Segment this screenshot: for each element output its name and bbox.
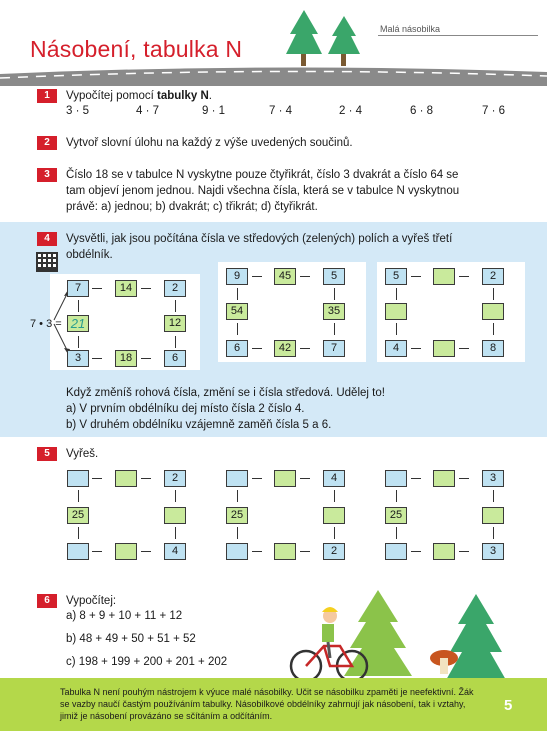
t5a-mr[interactable] <box>164 507 186 524</box>
connector <box>396 288 397 300</box>
task3-line: právě: a) jednou; b) dvakrát; c) třikrát; d) čtyřikrát. <box>66 201 318 213</box>
connector <box>78 490 79 502</box>
connector <box>252 276 262 277</box>
rect1-ml-handwritten: 21 <box>67 315 89 332</box>
rect3-tr: 2 <box>482 268 504 285</box>
connector <box>493 490 494 502</box>
connector <box>493 288 494 300</box>
expr: 4 · 7 <box>136 105 160 117</box>
expr: 3 · 5 <box>66 105 90 117</box>
t5b-tm[interactable] <box>274 470 296 487</box>
rect3-mr[interactable] <box>482 303 504 320</box>
task-number-5: 5 <box>37 447 57 461</box>
rect2-ml: 54 <box>226 303 248 320</box>
connector <box>141 478 151 479</box>
connector <box>92 551 102 552</box>
t5a-br: 4 <box>164 543 186 560</box>
rect3-ml[interactable] <box>385 303 407 320</box>
task4-after: b) V druhém obdélníku vzájemně zaměň čísla 5 a 6. <box>66 419 332 431</box>
connector <box>493 527 494 539</box>
rect2-bm: 42 <box>274 340 296 357</box>
connector <box>334 323 335 335</box>
rect2-tl: 9 <box>226 268 248 285</box>
side-label: 7 • 3 = <box>30 318 62 330</box>
connector <box>334 527 335 539</box>
t5b-tl[interactable] <box>226 470 248 487</box>
connector <box>175 336 176 348</box>
task1-text: Vypočítej pomocí tabulky N. <box>66 90 212 102</box>
connector <box>78 300 79 312</box>
connector <box>252 551 262 552</box>
rect2-bl: 6 <box>226 340 248 357</box>
connector <box>175 300 176 312</box>
t5b-br: 2 <box>323 543 345 560</box>
t5c-tr: 3 <box>482 470 504 487</box>
task-number-4: 4 <box>37 232 57 246</box>
rect3-tm[interactable] <box>433 268 455 285</box>
task4-line: Vysvětli, jak jsou počítána čísla ve středových (zelených) polích a vyřeš třetí <box>66 233 453 245</box>
rect1-br: 6 <box>164 350 186 367</box>
rect3-tl: 5 <box>385 268 407 285</box>
t5c-bm[interactable] <box>433 543 455 560</box>
task3-line: tam objeví jenom jednou. Najdi všechna čísla, která se v tabulce N vyskytnou <box>66 185 460 197</box>
connector <box>237 527 238 539</box>
t5b-tr: 4 <box>323 470 345 487</box>
t5a-bm[interactable] <box>115 543 137 560</box>
t5a-tm[interactable] <box>115 470 137 487</box>
task6-item: a) 8 + 9 + 10 + 11 + 12 <box>66 610 183 622</box>
t5a-ml: 25 <box>67 507 89 524</box>
page-number: 5 <box>504 697 513 714</box>
connector <box>175 490 176 502</box>
connector <box>411 551 421 552</box>
t5b-mr[interactable] <box>323 507 345 524</box>
rect3-bm[interactable] <box>433 340 455 357</box>
connector <box>334 288 335 300</box>
rect2-br: 7 <box>323 340 345 357</box>
rect1-mr: 12 <box>164 315 186 332</box>
task-number-1: 1 <box>37 89 57 103</box>
rect2-tr: 5 <box>323 268 345 285</box>
rect1-tr: 2 <box>164 280 186 297</box>
connector <box>459 551 469 552</box>
rect1-bl: 3 <box>67 350 89 367</box>
task2-text: Vytvoř slovní úlohu na každý z výše uvedených součinů. <box>66 137 353 149</box>
task-number-6: 6 <box>37 594 57 608</box>
connector <box>459 478 469 479</box>
connector <box>300 276 310 277</box>
task-number-3: 3 <box>37 168 57 182</box>
connector <box>237 288 238 300</box>
task3-line: Číslo 18 se v tabulce N vyskytne pouze čtyřikrát, číslo 3 dvakrát a číslo 64 se <box>66 169 459 181</box>
connector <box>92 478 102 479</box>
t5b-bl[interactable] <box>226 543 248 560</box>
grid-icon <box>36 252 58 272</box>
connector <box>334 490 335 502</box>
task-number-2: 2 <box>37 136 57 150</box>
expr: 7 · 6 <box>482 105 506 117</box>
connector <box>493 323 494 335</box>
connector <box>300 478 310 479</box>
t5a-tl[interactable] <box>67 470 89 487</box>
connector <box>237 490 238 502</box>
connector <box>141 358 151 359</box>
expr: 2 · 4 <box>339 105 363 117</box>
section-label: Malá násobilka <box>380 24 441 34</box>
t5c-tl[interactable] <box>385 470 407 487</box>
rect3-bl: 4 <box>385 340 407 357</box>
connector <box>175 527 176 539</box>
t5b-bm[interactable] <box>274 543 296 560</box>
road-illustration <box>0 64 547 86</box>
connector <box>92 358 102 359</box>
connector <box>252 348 262 349</box>
connector <box>78 527 79 539</box>
task4-after: a) V prvním obdélníku dej místo čísla 2 číslo 4. <box>66 403 305 415</box>
t5c-ml: 25 <box>385 507 407 524</box>
connector <box>459 348 469 349</box>
task6-item: b) 48 + 49 + 50 + 51 + 52 <box>66 633 196 645</box>
t5c-mr[interactable] <box>482 507 504 524</box>
rect3-br: 8 <box>482 340 504 357</box>
connector <box>141 551 151 552</box>
connector <box>396 490 397 502</box>
connector <box>411 478 421 479</box>
expr: 7 · 4 <box>269 105 293 117</box>
rect2-mr: 35 <box>323 303 345 320</box>
expr: 9 · 1 <box>202 105 226 117</box>
cyclist-trees-illustration <box>280 588 547 688</box>
task4-after: Když změníš rohová čísla, změní se i čísla středová. Udělej to! <box>66 387 385 399</box>
rect2-tm: 45 <box>274 268 296 285</box>
connector <box>92 288 102 289</box>
connector <box>141 288 151 289</box>
connector <box>237 323 238 335</box>
t5c-bl[interactable] <box>385 543 407 560</box>
rect1-tl: 7 <box>67 280 89 297</box>
t5a-tr: 2 <box>164 470 186 487</box>
connector <box>459 276 469 277</box>
connector <box>411 276 421 277</box>
connector <box>411 348 421 349</box>
task5-text: Vyřeš. <box>66 448 99 460</box>
t5a-bl[interactable] <box>67 543 89 560</box>
task6-text: Vypočítej: <box>66 595 117 607</box>
connector <box>396 527 397 539</box>
connector <box>300 348 310 349</box>
expr: 6 · 8 <box>410 105 434 117</box>
connector <box>78 336 79 348</box>
page-title: Násobení, tabulka N <box>30 36 243 62</box>
connector <box>396 323 397 335</box>
header-rule <box>378 35 538 36</box>
task4-line: obdélník. <box>66 249 113 261</box>
connector <box>300 551 310 552</box>
connector <box>252 478 262 479</box>
footer-note: Tabulka N není pouhým nástrojem k výuce malé násobilky. Učit se násobilku zpaměti je neefektivní. Žák se vazby naučí častým používáním tabulky. Násobilkové obdélníky zahrnují jak násobení, tak i vztahy, jimiž je násobení provázáno se sčítáním a odčítáním. <box>60 687 474 721</box>
trees-top-illustration <box>282 8 372 70</box>
task6-item: c) 198 + 199 + 200 + 201 + 202 <box>66 656 228 668</box>
t5c-br: 3 <box>482 543 504 560</box>
rect1-bm: 18 <box>115 350 137 367</box>
t5b-ml: 25 <box>226 507 248 524</box>
rect1-tm: 14 <box>115 280 137 297</box>
t5c-tm[interactable] <box>433 470 455 487</box>
